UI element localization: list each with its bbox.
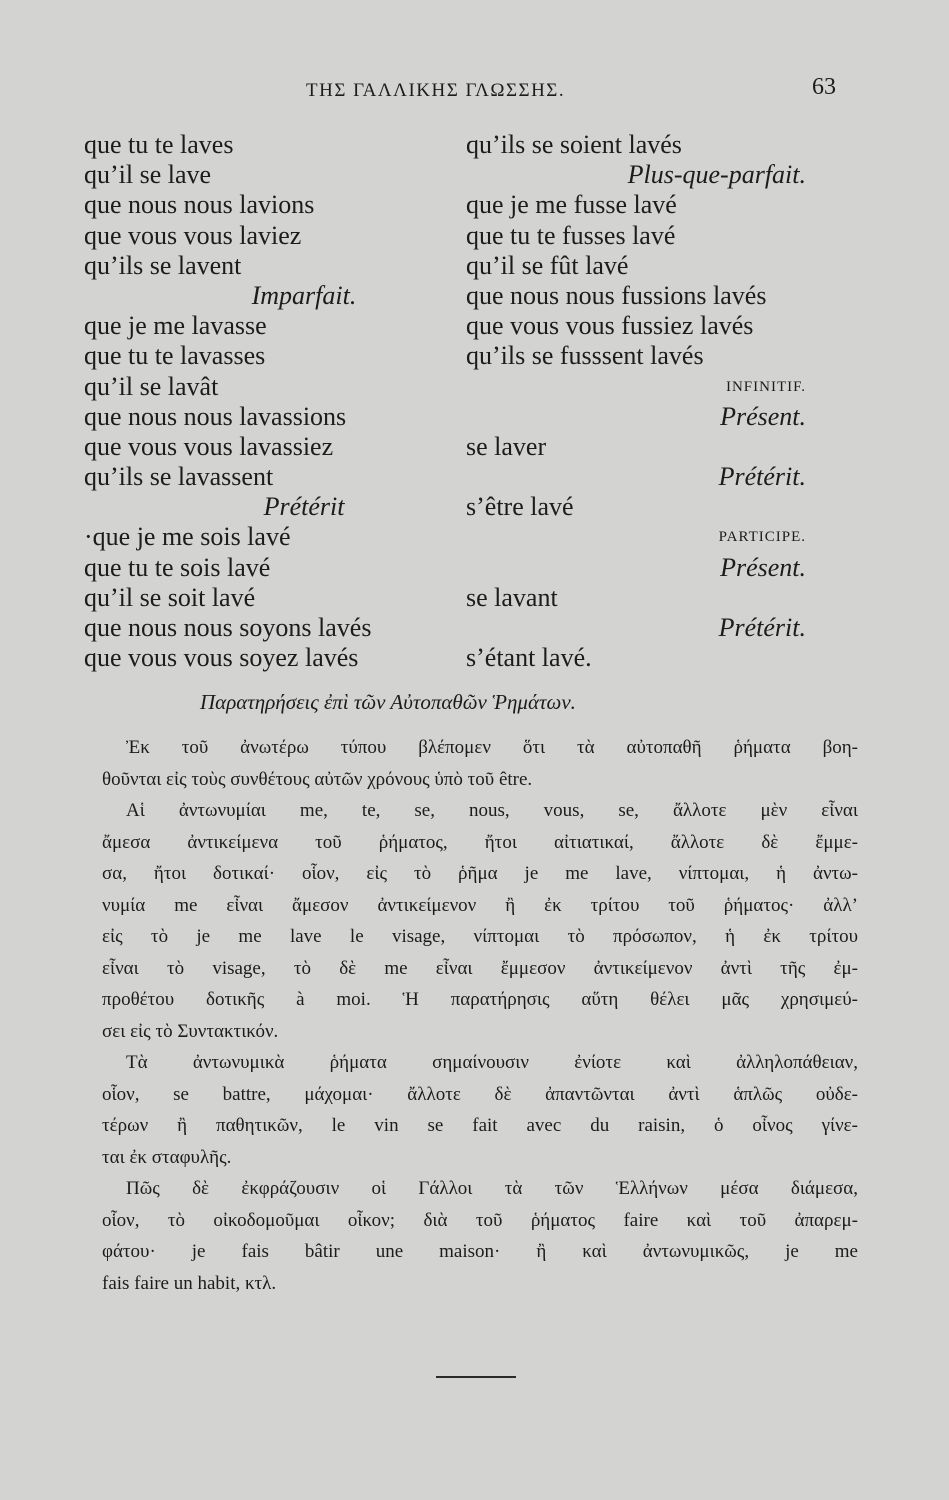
conjugation-line: qu’ils se lavassent — [84, 462, 274, 492]
conjugation-line: s’être lavé — [466, 492, 574, 522]
conjugation-line: ·que je me sois lavé — [84, 522, 291, 552]
page-header — [0, 74, 949, 114]
body-line: σει εἰς τὸ Συντακτικόν. — [102, 1020, 279, 1042]
conjugation-line: que nous nous lavions — [84, 190, 315, 220]
conjugation-line: s’étant lavé. — [466, 643, 592, 673]
body-line: Τὰ ἀντωνυμικὰ ῥήματα σημαίνουσιν ἐνίοτε καὶ ἀλληλοπάθειαν, — [126, 1052, 858, 1073]
conjugation-line: qu’il se lavât — [84, 371, 219, 401]
conjugation-line: que tu te lavasses — [84, 341, 266, 371]
conjugation-line: qu’ils se fusssent lavés — [466, 341, 704, 371]
conjugation-line: se laver — [466, 431, 547, 461]
mood-heading: INFINITIF. — [725, 378, 806, 395]
conjugation-left-column — [84, 130, 464, 673]
conjugation-line: qu’il se fût lavé — [466, 250, 629, 280]
conjugation-line: que vous vous laviez — [84, 220, 302, 250]
running-title: ΤΗΣ ΓΑΛΛΙΚΗΣ ΓΛΩΣΣΗΣ. — [306, 80, 566, 101]
page-number: 63 — [812, 74, 836, 100]
body-line: νυμία me εἶναι ἄμεσον ἀντικείμενον ἢ ἐκ τρίτου τοῦ ῥήματος· ἀλλ’ — [102, 894, 858, 916]
body-text — [102, 732, 858, 1299]
note-heading: Παρατηρήσεις ἐπὶ τῶν Αὐτοπαθῶν Ῥημάτων. — [200, 690, 576, 714]
body-line: οἷον, se battre, μάχομαι· ἄλλοτε δὲ ἀπαντῶνται ἀντὶ ἁπλῶς οὐδε- — [102, 1083, 858, 1105]
conjugation-line: qu’il se soit lavé — [84, 582, 256, 612]
body-line: εἶναι τὸ visage, τὸ δὲ me εἶναι ἔμμεσον ἀντικείμενον ἀντὶ τῆς ἐμ- — [102, 957, 858, 979]
tense-heading: Imparfait. — [251, 280, 357, 310]
conjugation-line: que vous vous lavassiez — [84, 431, 334, 461]
body-line: προθέτου δοτικῆς à moi. Ἡ παρατήρησις αὕτη θέλει μᾶς χρησιμεύ- — [102, 989, 858, 1010]
body-line: θοῦνται εἰς τοὺς συνθέτους αὐτῶν χρόνους ὑπὸ τοῦ être. — [102, 768, 533, 790]
body-line: fais faire un habit, κτλ. — [102, 1272, 277, 1294]
tense-heading: Prétérit. — [718, 462, 806, 492]
conjugation-line: que nous nous lavassions — [84, 401, 347, 431]
body-line: οἷον, τὸ οἰκοδομοῦμαι οἶκον; διὰ τοῦ ῥήματος faire καὶ τοῦ ἀπαρεμ- — [102, 1209, 858, 1231]
body-line: ἄμεσα ἀντικείμενα τοῦ ῥήματος, ἤτοι αἰτιατικαί, ἄλλοτε δὲ ἔμμε- — [102, 831, 858, 853]
tense-heading: Prétérit. — [718, 613, 806, 642]
conjugation-line: que vous vous soyez lavés — [84, 643, 359, 673]
conjugation-line: qu’ils se soient lavés — [466, 130, 682, 159]
conjugation-line: que vous vous fussiez lavés — [466, 311, 754, 341]
body-line: ται ἐκ σταφυλῆς. — [102, 1146, 232, 1168]
tense-heading: Présent. — [720, 552, 806, 582]
conjugation-line: qu’il se lave — [84, 160, 212, 190]
tense-heading: Prétérit — [263, 492, 345, 522]
conjugation-line: que je me fusse lavé — [466, 190, 677, 220]
body-line: εἰς τὸ je me lave le visage, νίπτομαι τὸ πρόσωπον, ἡ ἐκ τρίτου — [102, 926, 858, 947]
body-line: Πῶς δὲ ἐκφράζουσιν οἱ Γάλλοι τὰ τῶν Ἑλλήνων μέσα διάμεσα, — [126, 1178, 858, 1199]
body-line: Ἐκ τοῦ ἀνωτέρω τύπου βλέπομεν ὅτι τὰ αὐτοπαθῆ ῥήματα βοη- — [126, 737, 858, 758]
body-line: σα, ἤτοι δοτικαί· οἷον, εἰς τὸ ῥῆμα je me lave, νίπτομαι, ἡ ἀντω- — [102, 863, 858, 884]
tense-heading: Présent. — [720, 401, 806, 431]
mood-heading: PARTICIPE. — [718, 529, 806, 546]
body-line: Αἱ ἀντωνυμίαι me, te, se, nous, vous, se, ἄλλοτε μὲν εἶναι — [126, 800, 858, 821]
body-line: τέρων ἢ παθητικῶν, le vin se fait avec du raisin, ὁ οἶνος γίνε- — [102, 1115, 858, 1136]
tense-heading: Plus-que-parfait. — [627, 160, 806, 190]
conjugation-right-column — [466, 130, 866, 673]
end-rule — [436, 1376, 516, 1378]
conjugation-line: que tu te laves — [84, 130, 234, 159]
conjugation-line: que nous nous fussions lavés — [466, 280, 767, 310]
conjugation-line: que tu te fusses lavé — [466, 220, 676, 250]
conjugation-line: que nous nous soyons lavés — [84, 613, 372, 642]
conjugation-line: qu’ils se lavent — [84, 250, 242, 280]
conjugation-line: que tu te sois lavé — [84, 552, 271, 582]
conjugation-line: se lavant — [466, 582, 558, 612]
body-line: φάτου· je fais bâtir une maison· ἢ καὶ ἀντωνυμικῶς, je me — [102, 1241, 858, 1262]
conjugation-line: que je me lavasse — [84, 311, 267, 341]
